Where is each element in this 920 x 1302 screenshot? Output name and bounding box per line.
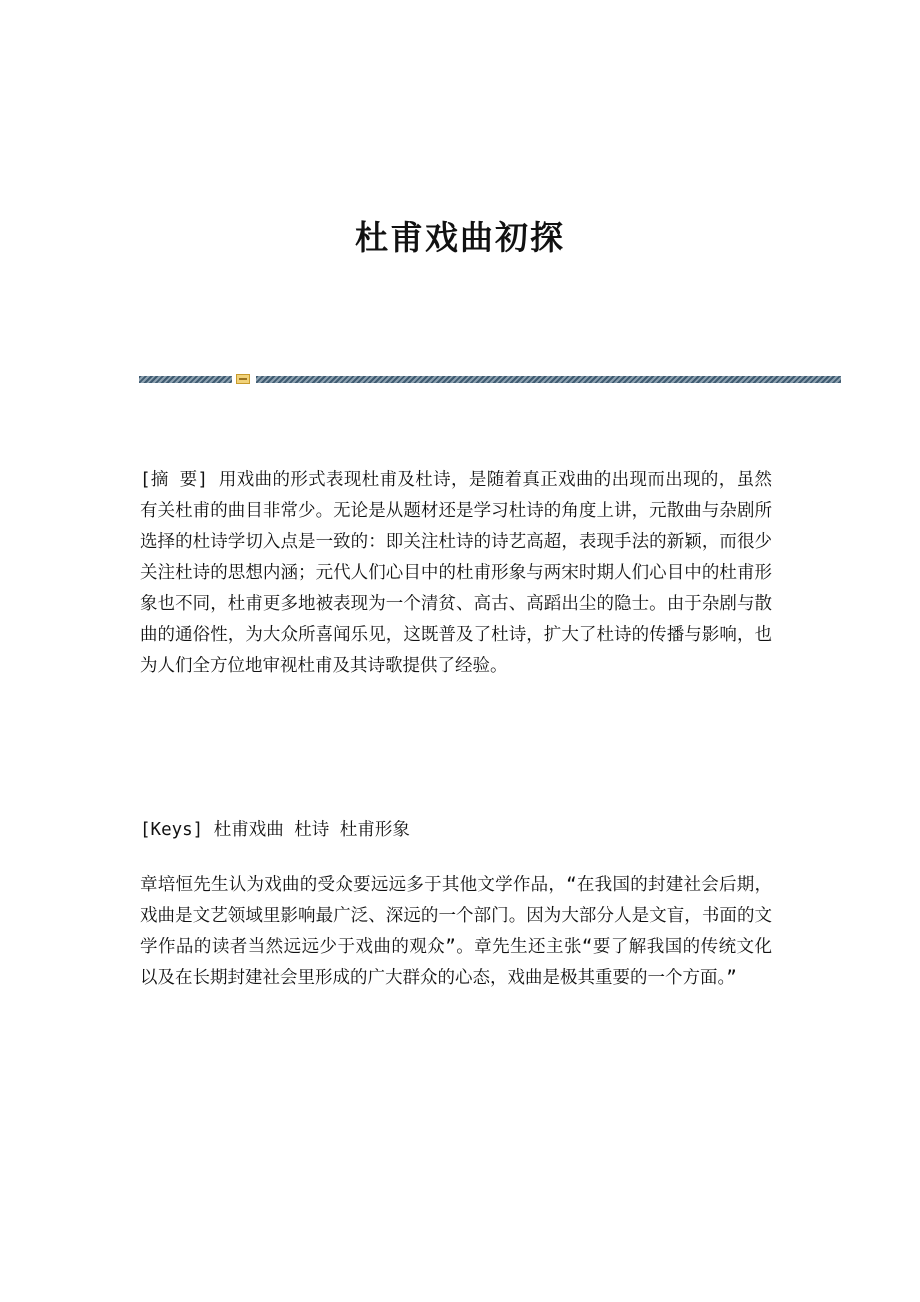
divider-bar-right: [256, 376, 841, 383]
body-paragraph: 章培恒先生认为戏曲的受众要远远多于其他文学作品，“在我国的封建社会后期，戏曲是文艺领域里影响最广泛、深远的一个部门。因为大部分人是文盲，书面的文学作品的读者当然远远少于戏曲的观众”。章先生还主张“要了解我国的传统文化以及在长期封建社会里形成的广大群众的心态，戏曲是极其重要的一个方面。”: [140, 875, 772, 988]
divider-ornament-icon: [236, 374, 250, 384]
title-divider: [139, 374, 841, 384]
divider-bar-left: [139, 376, 232, 383]
keywords-line: [Keys] 杜甫戏曲 杜诗 杜甫形象: [140, 820, 410, 840]
abstract-paragraph: [摘 要] 用戏曲的形式表现杜甫及杜诗，是随着真正戏曲的出现而出现的，虽然有关杜甫的曲目非常少。无论是从题材还是学习杜诗的角度上讲，元散曲与杂剧所选择的杜诗学切入点是一致的：即关注杜诗的诗艺高超，表现手法的新颖，而很少关注杜诗的思想内涵；元代人们心目中的杜甫形象与两宋时期人们心目中的杜甫形象也不同，杜甫更多地被表现为一个清贫、高古、高蹈出尘的隐士。由于杂剧与散曲的通俗性，为大众所喜闻乐见，这既普及了杜诗，扩大了杜诗的传播与影响，也为人们全方位地审视杜甫及其诗歌提供了经验。: [140, 470, 772, 676]
document-title: 杜甫戏曲初探: [355, 218, 565, 257]
